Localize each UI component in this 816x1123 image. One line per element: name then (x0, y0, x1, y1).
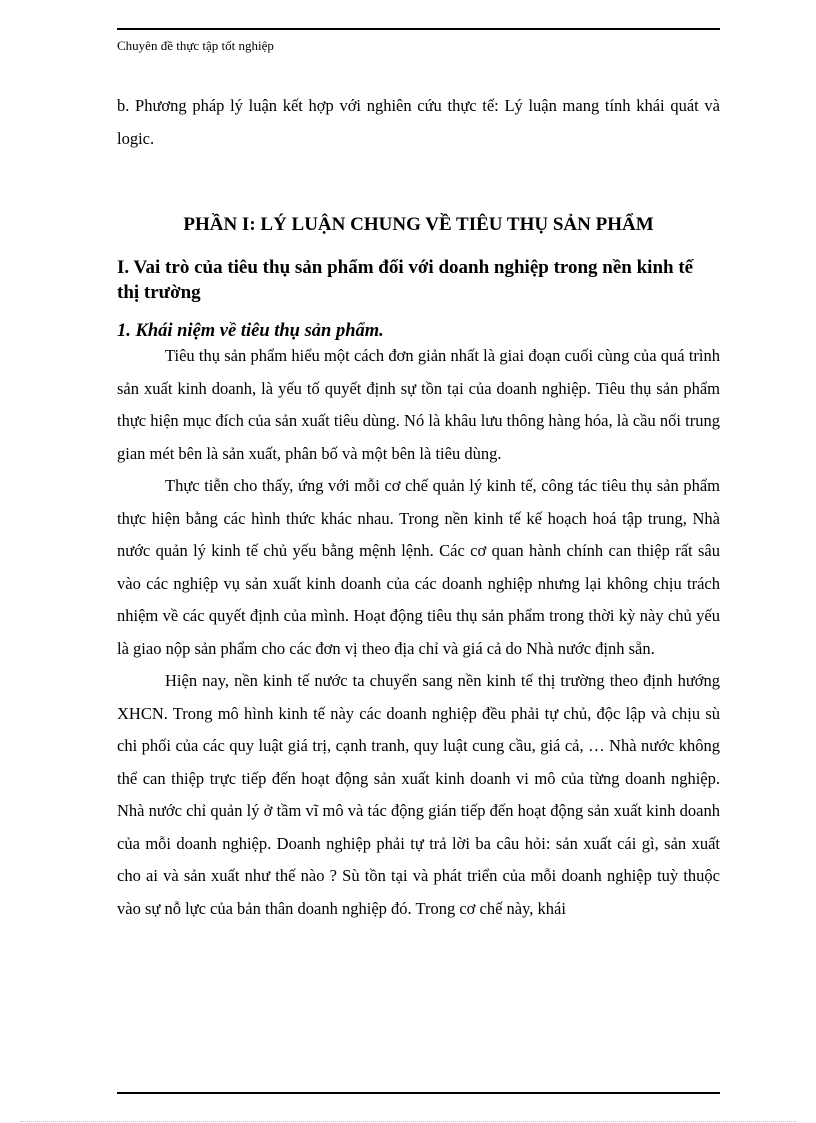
page-edge-dotted-line (20, 1121, 796, 1122)
subsection-title: 1. Khái niệm về tiêu thụ sản phẩm. (117, 321, 384, 341)
part-title: PHẦN I: LÝ LUẬN CHUNG VỀ TIÊU THỤ SẢN PHẨM (183, 214, 654, 235)
intro-paragraph: b. Phương pháp lý luận kết hợp với nghiên cứu thực tế: Lý luận mang tính khái quát và logic. (117, 96, 720, 148)
intro-block (117, 90, 720, 155)
paragraph-2: Thực tiễn cho thấy, ứng với mỗi cơ chế quản lý kinh tế, công tác tiêu thụ sản phẩm thực hiện bằng các hình thức khác nhau. Trong nền kinh tế kế hoạch hoá tập trung, Nhà nước quản lý kinh tế chủ yếu bằng mệnh lệnh. Các cơ quan hành chính can thiệp rất sâu vào các nghiệp vụ sản xuất kinh doanh của các doanh nghiệp nhưng lại không chịu trách nhiệm về các quyết định của mình. Hoạt động tiêu thụ sản phẩm trong thời kỳ này chủ yếu là giao nộp sản phẩm cho các đơn vị theo địa chỉ và giá cả do Nhà nước định sẵn. (117, 476, 720, 658)
section-title: I. Vai trò của tiêu thụ sản phẩm đối với doanh nghiệp trong nền kinh tế thị trường (117, 257, 694, 303)
paragraph-1: Tiêu thụ sản phẩm hiểu một cách đơn giản nhất là giai đoạn cuối cùng của quá trình sản xuất kinh doanh, là yếu tố quyết định sự tồn tại của doanh nghiệp. Tiêu thụ sản phẩm thực hiện mục đích của sản xuất tiêu dùng. Nó là khâu lưu thông hàng hóa, là cầu nối trung gian mét bên là sản xuất, phân bố và một bên là tiêu dùng. (117, 346, 720, 463)
paragraph-3: Hiện nay, nền kinh tế nước ta chuyển sang nền kinh tế thị trường theo định hướng XHCN. Trong mô hình kinh tế này các doanh nghiệp đều phải tự chủ, độc lập và chịu sù chi phối của các quy luật giá trị, cạnh tranh, quy luật cung cầu, giá cả, … Nhà nước không thể can thiệp trực tiếp đến hoạt động sản xuất kinh doanh vi mô của từng doanh nghiệp. Nhà nước chỉ quản lý ở tầm vĩ mô và tác động gián tiếp đến hoạt động sản xuất kinh doanh của mỗi doanh nghiệp. Doanh nghiệp phải tự trả lời ba câu hỏi: sản xuất cái gì, sản xuất cho ai và sản xuất như thế nào ? Sù tồn tại và phát triển của mỗi doanh nghiệp tuỳ thuộc vào sự nỗ lực của bản thân doanh nghiệp đó. Trong cơ chế này, khái (117, 671, 720, 918)
running-header: Chuyên đề thực tập tốt nghiệp (117, 38, 274, 53)
header-rule (117, 28, 720, 30)
body-text (117, 340, 720, 925)
footer-rule (117, 1092, 720, 1094)
